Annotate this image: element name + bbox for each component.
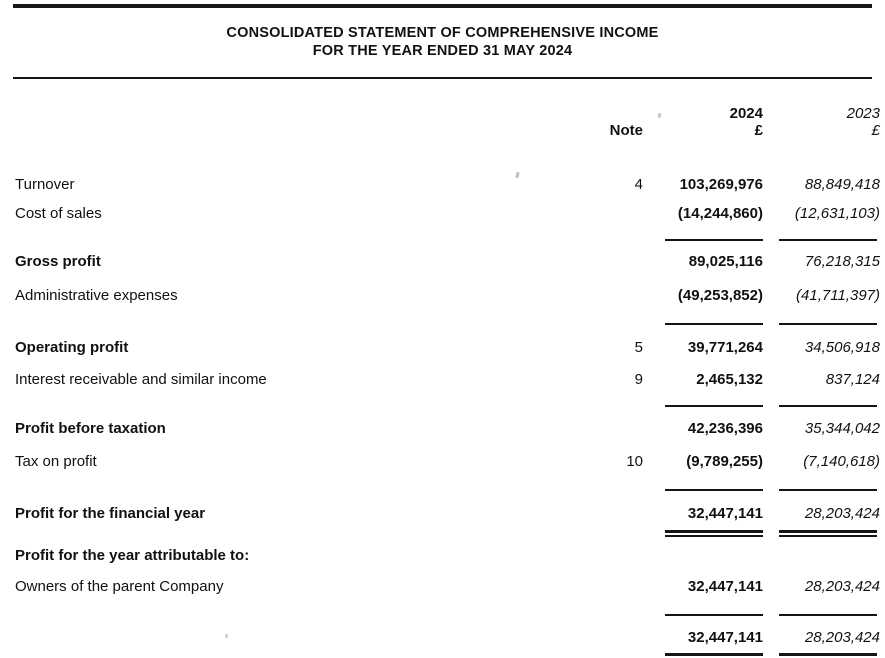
double-rule-2023 <box>779 653 877 658</box>
row-value-2023: 88,849,418 <box>804 176 880 193</box>
column-header-years <box>0 105 885 122</box>
row-label: Turnover <box>15 176 75 193</box>
row-profit-before-taxation <box>0 420 885 437</box>
row-tax-on-profit <box>0 453 885 470</box>
row-label: Cost of sales <box>15 205 102 222</box>
header-note-label: Note <box>609 122 643 139</box>
row-attributable-total <box>0 629 885 646</box>
row-label: Interest receivable and similar income <box>15 371 267 388</box>
column-rules <box>0 403 885 407</box>
column-rules <box>0 237 885 241</box>
rule-2024 <box>665 489 763 491</box>
double-rule-2024 <box>665 530 763 537</box>
row-turnover <box>0 176 885 193</box>
double-rule-2023 <box>779 530 877 537</box>
row-note: 10 <box>626 453 643 470</box>
row-label: Profit before taxation <box>15 420 166 437</box>
row-note: 4 <box>634 176 643 193</box>
row-interest-receivable <box>0 371 885 388</box>
row-value-2024: (14,244,860) <box>677 205 763 222</box>
rule-2024 <box>665 405 763 407</box>
row-label: Administrative expenses <box>15 287 178 304</box>
statement-title <box>0 24 885 60</box>
row-value-2023: (12,631,103) <box>794 205 880 222</box>
top-rule <box>13 4 872 8</box>
rule-2023 <box>779 239 877 241</box>
row-value-2024: 39,771,264 <box>687 339 763 356</box>
row-owners-of-parent <box>0 578 885 595</box>
rule-2024 <box>665 239 763 241</box>
row-value-2023: (41,711,397) <box>796 287 880 304</box>
row-note: 5 <box>634 339 643 356</box>
row-value-2023: 35,344,042 <box>804 420 880 437</box>
row-label: Profit for the financial year <box>15 505 206 522</box>
column-rules <box>0 321 885 325</box>
row-value-2024: 32,447,141 <box>687 505 763 522</box>
scan-artifact <box>225 634 228 638</box>
rule-2023 <box>779 614 877 616</box>
row-label: Tax on profit <box>15 453 97 470</box>
column-double-rules <box>0 653 885 658</box>
row-value-2024: 2,465,132 <box>696 371 763 388</box>
header-year-2023: 2023 <box>846 105 880 122</box>
row-label: Operating profit <box>15 339 129 356</box>
row-cost-of-sales <box>0 205 885 222</box>
row-label: Owners of the parent Company <box>15 578 224 595</box>
row-value-2024: 103,269,976 <box>679 176 763 193</box>
header-year-2024: 2024 <box>729 105 763 122</box>
rule-2023 <box>779 405 877 407</box>
rule-2024 <box>665 323 763 325</box>
column-double-rules <box>0 530 885 537</box>
header-rule <box>13 77 872 79</box>
row-value-2024: (9,789,255) <box>686 453 763 470</box>
row-administrative-expenses <box>0 287 885 304</box>
rule-2023 <box>779 489 877 491</box>
column-header-units <box>0 122 885 139</box>
row-note: 9 <box>634 371 643 388</box>
row-value-2023: 28,203,424 <box>804 629 880 646</box>
row-value-2024: 32,447,141 <box>687 578 763 595</box>
rule-2023 <box>779 323 877 325</box>
rule-2024 <box>665 614 763 616</box>
row-label: Profit for the year attributable to: <box>15 547 250 564</box>
row-gross-profit <box>0 253 885 270</box>
row-value-2023: 34,506,918 <box>804 339 880 356</box>
row-label: Gross profit <box>15 253 101 270</box>
row-attributable-heading <box>0 547 885 564</box>
double-rule-2024 <box>665 653 763 658</box>
row-value-2024: 42,236,396 <box>687 420 763 437</box>
row-value-2023: (7,140,618) <box>803 453 880 470</box>
row-value-2024: 32,447,141 <box>687 629 763 646</box>
row-profit-for-financial-year <box>0 505 885 522</box>
title-line-1: CONSOLIDATED STATEMENT OF COMPREHENSIVE INCOME <box>226 25 659 41</box>
row-value-2024: (49,253,852) <box>677 287 763 304</box>
row-value-2024: 89,025,116 <box>688 253 763 270</box>
column-rules <box>0 487 885 491</box>
row-value-2023: 28,203,424 <box>804 578 880 595</box>
row-value-2023: 837,124 <box>825 371 880 388</box>
column-rules <box>0 612 885 616</box>
row-value-2023: 76,218,315 <box>804 253 880 270</box>
title-line-2: FOR THE YEAR ENDED 31 MAY 2024 <box>312 43 573 59</box>
row-value-2023: 28,203,424 <box>804 505 880 522</box>
header-currency-2023: £ <box>871 122 880 139</box>
header-currency-2024: £ <box>754 122 763 139</box>
row-operating-profit <box>0 339 885 356</box>
